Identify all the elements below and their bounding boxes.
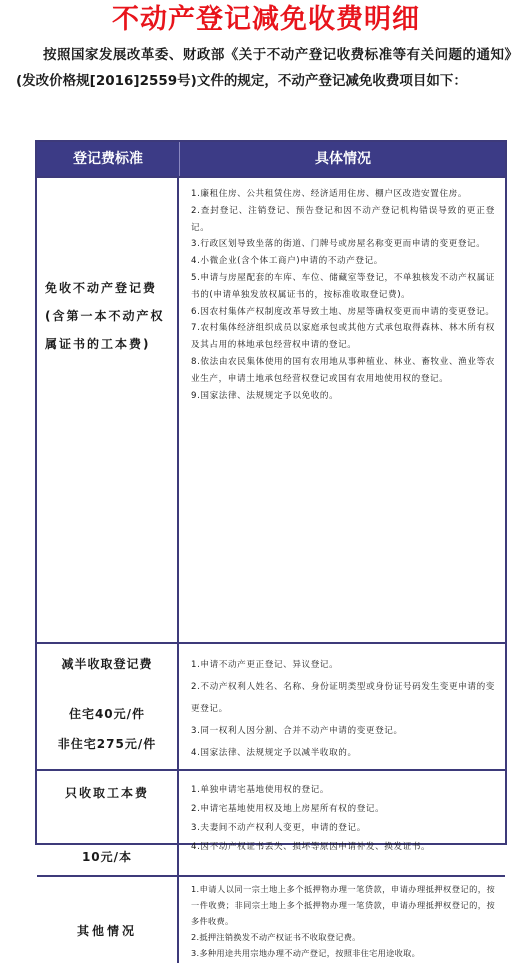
detail-item: 1.廉租住房、公共租赁住房、经济适用住房、棚户区改造安置住房。 [191,189,468,199]
fee-amount-residential: 住宅40元/件 [68,707,146,721]
fee-amount-nonresidential: 非住宅275元/件 [57,737,157,751]
table-row-cost-only [37,769,505,875]
fee-standard-cell [37,877,179,963]
details-cell [179,877,505,963]
fee-standard-label: 只收取工本费 [64,786,149,800]
fee-standard-label: 免收不动产登记费(含第一本不动产权属证书的工本费) [45,281,165,351]
detail-item: 2.不动产权利人姓名、名称、身份证明类型或身份证号码发生变更申请的变更登记。 [191,682,495,714]
fee-table [35,140,507,958]
detail-item: 6.因农村集体产权制度改革导致土地、房屋等确权变更而申请的变更登记。 [191,306,495,317]
fee-standard-label: 其他情况 [76,924,137,938]
fee-standard-cell [37,178,179,642]
fee-standard-label: 减半收取登记费 [61,657,153,671]
details-cell [179,644,505,769]
details-cell [179,771,505,875]
detail-item: 2.申请宅基地使用权及地上房屋所有权的登记。 [191,804,385,814]
details-cell [179,178,505,642]
detail-item: 7.农村集体经济组织成员以家庭承包或其他方式承包取得森林、林木所有权及其占用的林地承包经营权申请的登记。 [191,323,495,351]
detail-item: 4.国家法律、法规规定予以减半收取的。 [191,748,357,758]
detail-item: 8.依法由农民集体使用的国有农用地从事种植业、林业、畜牧业、渔业等农业生产，申请土地承包经营权登记或国有农用地使用权的登记。 [191,356,495,384]
header-details: 具体情况 [179,142,506,176]
detail-item: 4.因不动产权证书丢失、损坏等原因申请补发、换发证书。 [191,842,431,852]
detail-item: 1.申请人以同一宗土地上多个抵押物办理一笔贷款，申请办理抵押权登记的，按一件收费；非同宗土地上多个抵押物办理一笔贷款，申请办理抵押权登记的，按多件收费。 [191,884,495,926]
header-fee-standard: 登记费标准 [73,151,143,167]
detail-item: 1.单独申请宅基地使用权的登记。 [191,785,330,795]
detail-item: 1.申请不动产更正登记、异议登记。 [191,660,339,670]
table-row-half [37,642,505,769]
detail-item: 4.小微企业(含个体工商户)申请的不动产登记。 [191,256,383,267]
detail-item: 2.查封登记、注销登记、预告登记和因不动产登记机构错误导致的更正登记。 [191,205,495,233]
detail-item: 3.多种用途共用宗地办理不动产登记，按照非住宅用途收取。 [191,948,421,958]
detail-item: 3.夫妻间不动产权利人变更，申请的登记。 [191,823,366,833]
detail-item: 3.行政区划导致坐落的街道、门牌号或房屋名称变更而申请的变更登记。 [191,239,486,250]
table-row-other [37,875,505,963]
detail-item: 3.同一权利人因分割、合并不动产申请的变更登记。 [191,726,403,736]
detail-item: 5.申请与房屋配套的车库、车位、储藏室等登记，不单独核发不动产权属证书的(申请单独发放权属证书的，按标准收取登记费)。 [191,272,495,300]
fee-amount: 10元/本 [81,850,133,864]
detail-item: 9.国家法律、法规规定予以免收的。 [191,390,339,401]
table-header [37,142,505,176]
intro-paragraph: 按照国家发展改革委、财政部《关于不动产登记收费标准等有关问题的通知》(发改价格规[2016]2559号)文件的规定，不动产登记减免收费项目如下： [16,47,518,89]
detail-item: 2.抵押注销换发不动产权证书不收取登记费。 [191,932,361,942]
fee-standard-cell [37,771,179,875]
fee-standard-cell [37,644,179,769]
table-row-exempt [37,176,505,642]
page-title: 不动产登记减免收费明细 [112,4,420,35]
